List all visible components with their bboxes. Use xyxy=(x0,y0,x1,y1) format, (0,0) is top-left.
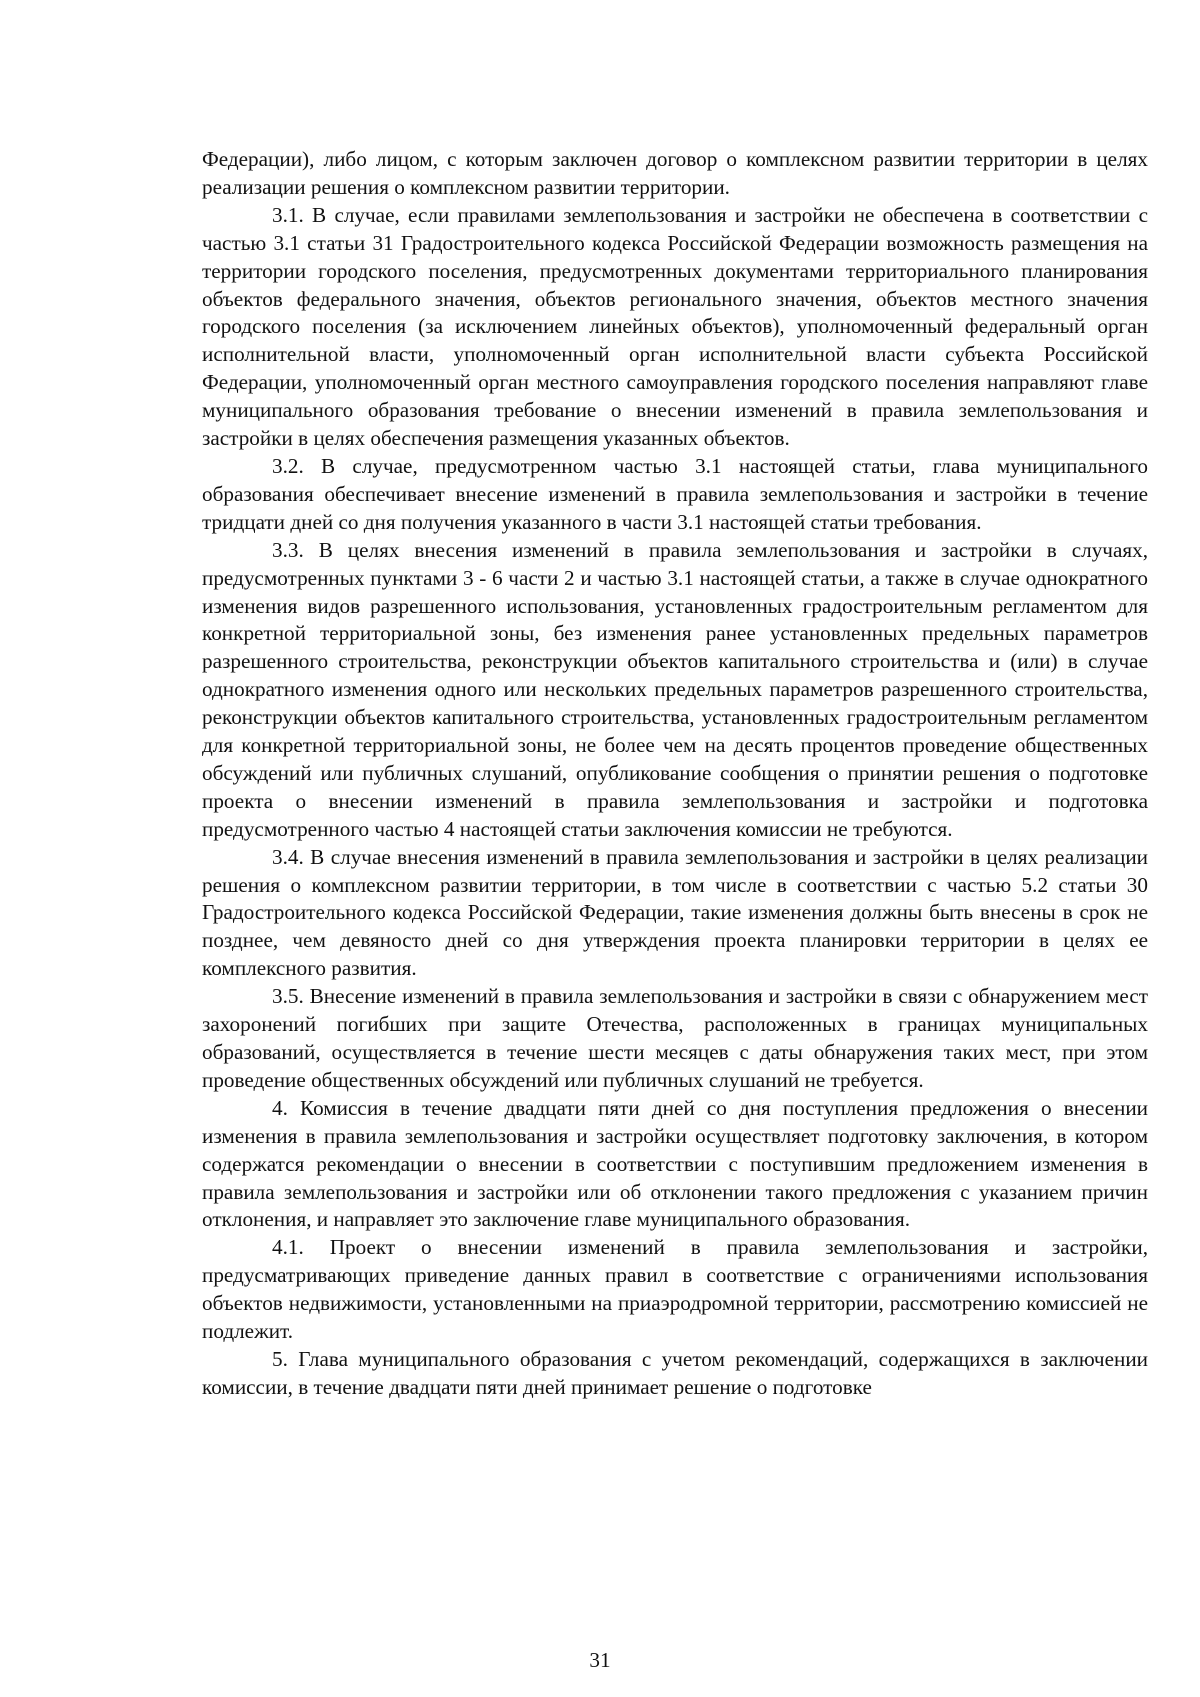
paragraph-3-5: 3.5. Внесение изменений в правила землепользования и застройки в связи с обнаружением мест захоронений погибших при защите Отечества, расположенных в границах муниципальных образований, осуществляется в течение шести месяцев с даты обнаружения таких мест, при этом проведение общественных обсуждений или публичных слушаний не требуется. xyxy=(202,984,1148,1092)
page-number: 31 xyxy=(589,1648,611,1672)
paragraph-3-3: 3.3. В целях внесения изменений в правила землепользования и застройки в случаях, предусмотренных пунктами 3 - 6 части 2 и частью 3.1 настоящей статьи, а также в случае однократного изменения видов разрешенного использования, установленных градостроительным регламентом для конкретной территориальной зоны, без изменения ранее установленных предельных параметров разрешенного строительства, реконструкции объектов капитального строительства и (или) в случае однократного изменения одного или нескольких предельных параметров разрешенного строительства, реконструкции объектов капитального строительства, установленных градостроительным регламентом для конкретной территориальной зоны, не более чем на десять процентов проведение общественных обсуждений или публичных слушаний, опубликование сообщения о принятии решения о подготовке проекта о внесении изменений в правила землепользования и застройки и подготовка предусмотренного частью 4 настоящей статьи заключения комиссии не требуются. xyxy=(202,537,1148,841)
paragraph-3-4: 3.4. В случае внесения изменений в правила землепользования и застройки в целях реализации решения о комплексном развитии территории, в том числе в соответствии с частью 5.2 статьи 30 Градостроительного кодекса Российской Федерации, такие изменения должны быть внесены в срок не позднее, чем девяносто дней со дня утверждения проекта планировки территории в целях ее комплексного развития. xyxy=(202,844,1148,981)
paragraph-3-2: 3.2. В случае, предусмотренном частью 3.1 настоящей статьи, глава муниципального образования обеспечивает внесение изменений в правила землепользования и застройки в течение тридцати дней со дня получения указанного в части 3.1 настоящей статьи требования. xyxy=(202,453,1148,534)
paragraph-3-1: 3.1. В случае, если правилами землепользования и застройки не обеспечена в соответствии с частью 3.1 статьи 31 Градостроительного кодекса Российской Федерации возможность размещения на территории городского поселения, предусмотренных документами территориального планирования объектов федерального значения, объектов регионального значения, объектов местного значения городского поселения (за исключением линейных объектов), уполномоченный федеральный орган исполнительной власти, уполномоченный орган исполнительной власти субъекта Российской Федерации, уполномоченный орган местного самоуправления городского поселения направляют главе муниципального образования требование о внесении изменений в правила землепользования и застройки в целях обеспечения размещения указанных объектов. xyxy=(202,202,1148,451)
paragraph-continuation: Федерации), либо лицом, с которым заключен договор о комплексном развитии территории в целях реализации решения о комплексном развитии территории. xyxy=(202,147,1148,199)
document-body xyxy=(202,146,1148,1402)
paragraph-5: 5. Глава муниципального образования с учетом рекомендаций, содержащихся в заключении комиссии, в течение двадцати пяти дней принимает решение о подготовке xyxy=(202,1346,1148,1399)
paragraph-4-1: 4.1. Проект о внесении изменений в правила землепользования и застройки, предусматривающих приведение данных правил в соответствие с ограничениями использования объектов недвижимости, установленными на приаэродромной территории, рассмотрению комиссией не подлежит. xyxy=(202,1235,1148,1344)
paragraph-4: 4. Комиссия в течение двадцати пяти дней со дня поступления предложения о внесении изменения в правила землепользования и застройки осуществляет подготовку заключения, в котором содержатся рекомендации о внесении в соответствии с поступившим предложением изменения в правила землепользования и застройки или об отклонении такого предложения с указанием причин отклонения, и направляет это заключение главе муниципального образования. xyxy=(202,1095,1148,1232)
